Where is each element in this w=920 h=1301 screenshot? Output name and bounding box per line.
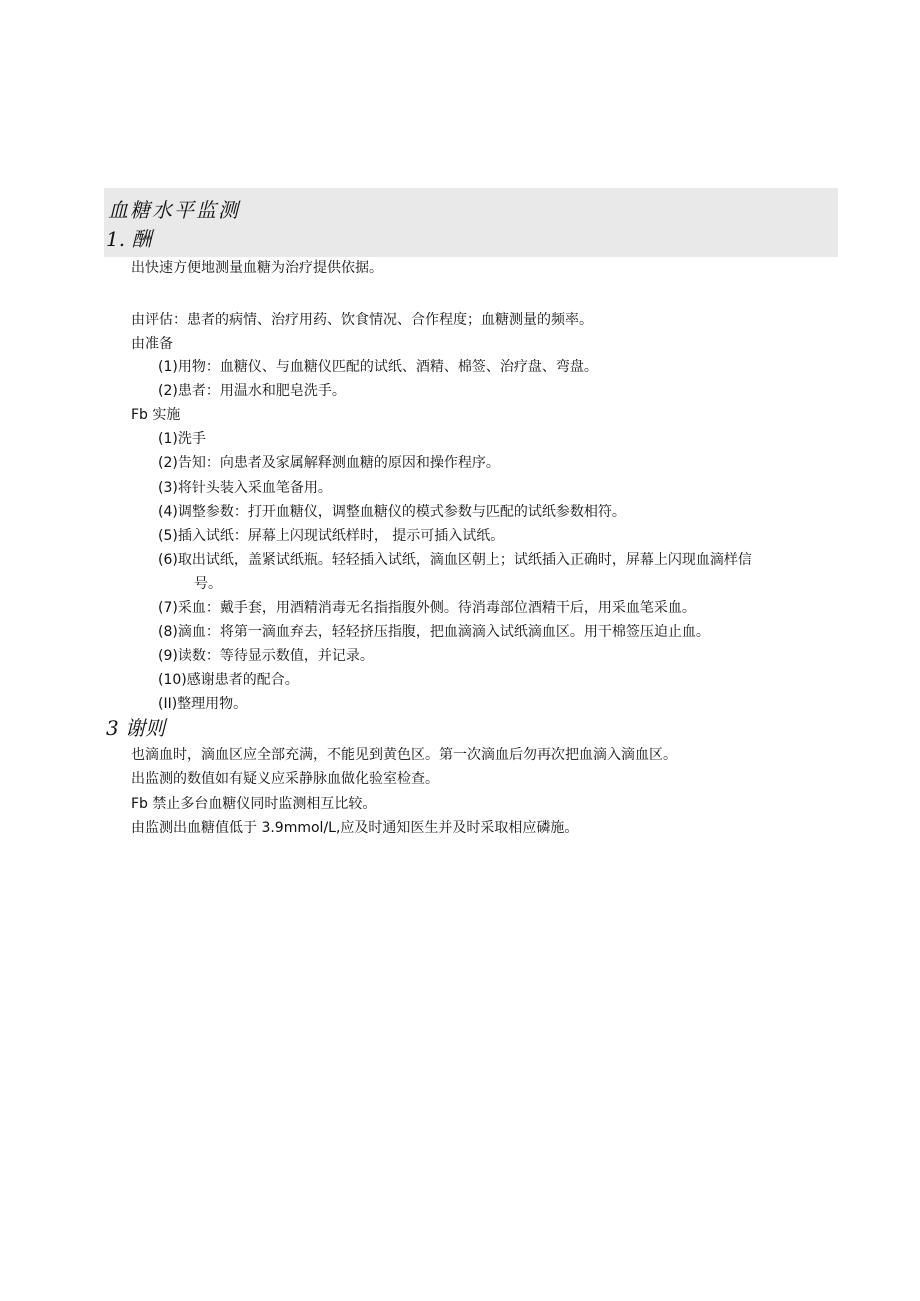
- document-title: 血糖水平监测: [108, 198, 240, 222]
- implementation-step: (7)采血：戴手套，用酒精消毒无名指指腹外侧。待消毒部位酒精干后，用采血笔采血。: [158, 600, 696, 616]
- preparation-item: (1)用物：血糖仪、与血糖仪匹配的试纸、酒精、棉签、治疗盘、弯盘。: [158, 359, 598, 375]
- section-heading-notes: 3 谢则: [106, 716, 166, 740]
- section-heading-implementation: Fb 实施: [131, 407, 181, 423]
- implementation-step: (1)洗手: [158, 431, 206, 447]
- section-heading-preparation: 由准备: [131, 336, 173, 352]
- preparation-item: (2)患者：用温水和肥皂洗手。: [158, 383, 346, 399]
- implementation-step: (9)读数：等待显示数值，并记录。: [158, 648, 374, 664]
- implementation-step-continuation: 号。: [194, 576, 222, 592]
- implementation-step: (II)整理用物。: [158, 696, 248, 712]
- implementation-step: (8)滴血：将第一滴血弃去，轻轻挤压指腹，把血滴滴入试纸滴血区。用干棉签压迫止血。: [158, 624, 710, 640]
- implementation-step: (2)告知：向患者及家属解释测血糖的原因和操作程序。: [158, 455, 500, 471]
- notes-item: 也滴血时，滴血区应全部充满，不能见到黄色区。第一次滴血后勿再次把血滴入滴血区。: [131, 747, 677, 763]
- implementation-step: (4)调整参数：打开血糖仪，调整血糖仪的模式参数与匹配的试纸参数相符。: [158, 504, 626, 520]
- implementation-step: (5)插入试纸：屏幕上闪现试纸样时， 提示可插入试纸。: [158, 528, 505, 544]
- section-heading-purpose: 1. 酬: [106, 227, 152, 251]
- notes-item: 出监测的数值如有疑义应采静脉血做化验室检查。: [131, 771, 439, 787]
- implementation-step: (6)取出试纸，盖紧试纸瓶。轻轻插入试纸，滴血区朝上；试纸插入正确时，屏幕上闪现血滴样信: [158, 552, 752, 568]
- assessment-text: 由评估：患者的病情、治疗用药、饮食情况、合作程度；血糖测量的频率。: [131, 312, 593, 328]
- notes-item: Fb 禁止多台血糖仪同时监测相互比较。: [131, 796, 377, 812]
- purpose-text: 出快速方便地测量血糖为治疗提供依据。: [131, 260, 383, 276]
- implementation-step: (3)将针头装入采血笔备用。: [158, 480, 332, 496]
- notes-item: 由监测出血糖值低于 3.9mmol/L,应及时通知医生并及时采取相应磷施。: [131, 820, 579, 836]
- implementation-step: (10)感谢患者的配合。: [158, 672, 299, 688]
